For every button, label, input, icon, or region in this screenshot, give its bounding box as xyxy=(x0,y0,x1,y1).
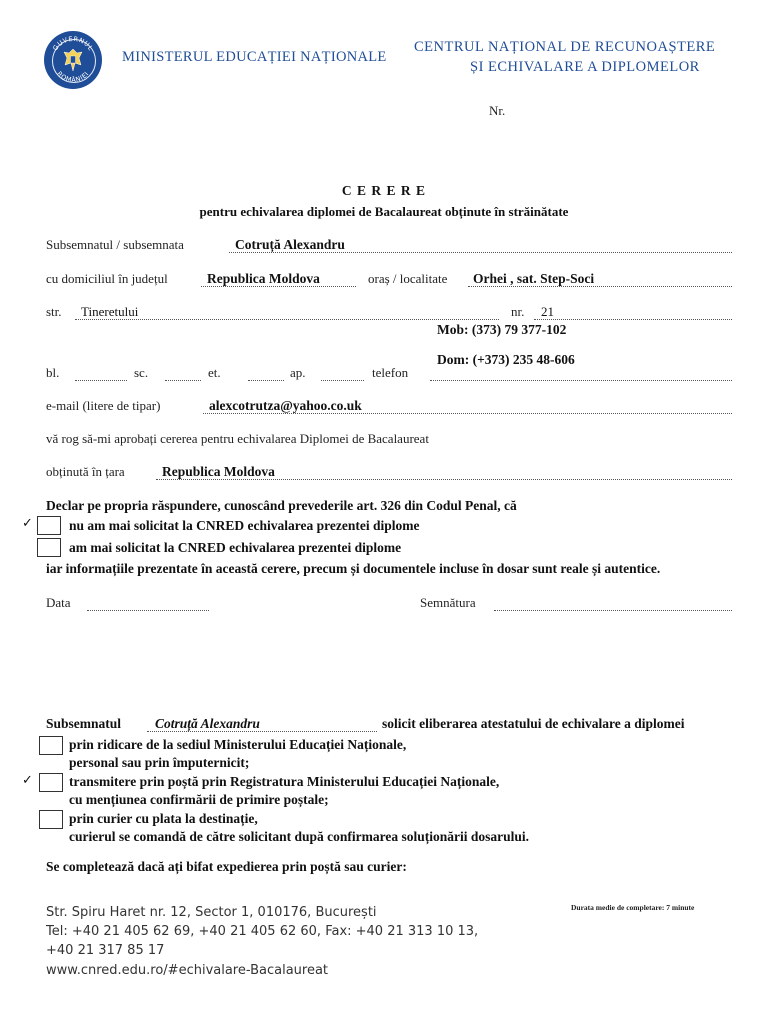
mobile-phone-value: Mob: (373) 79 377-102 xyxy=(437,322,567,337)
atestat-applicant-label: Subsemnatul xyxy=(46,716,122,731)
email-label: e-mail (litere de tipar) xyxy=(46,398,161,413)
applicant-name-value: Cotruță Alexandru xyxy=(235,237,345,252)
atestat-request-text: solicit eliberarea atestatului de echivalare a diplomei xyxy=(382,716,685,731)
house-number-label: nr. xyxy=(511,304,525,319)
home-phone-value: Dom: (+373) 235 48-606 xyxy=(437,352,575,367)
block-label: bl. xyxy=(46,365,60,380)
city-label: oraș / localitate xyxy=(368,271,448,286)
county-value: Republica Moldova xyxy=(207,271,320,286)
country-label: obținută în țara xyxy=(46,464,125,479)
document-subtitle: pentru echivalarea diplomei de Bacalaureat obținute în străinătate xyxy=(199,204,569,219)
city-value: Orhei , sat. Step-Soci xyxy=(473,271,595,286)
seal-text-bottom: ROMÂNIEI xyxy=(55,69,91,85)
applicant-name-label: Subsemnatul / subsemnata xyxy=(46,237,184,252)
declaration-option2-checkbox[interactable] xyxy=(37,538,61,557)
signature-label: Semnătura xyxy=(420,595,476,610)
pickup-option-line2: personal sau prin împuternicit; xyxy=(69,755,250,770)
date-label: Data xyxy=(46,595,71,610)
checkmark-icon: ✓ xyxy=(22,516,33,531)
atestat-applicant-value: Cotruță Alexandru xyxy=(155,716,260,731)
shipping-note: Se completează dacă ați bifat expedierea prin poștă sau curier: xyxy=(46,859,407,874)
post-option-line1: transmitere prin poștă prin Registratura Ministerului Educației Naționale, xyxy=(69,774,500,789)
block-field[interactable] xyxy=(75,380,127,381)
post-option-line2: cu mențiunea confirmării de primire poștale; xyxy=(69,792,329,807)
county-label: cu domiciliul în județul xyxy=(46,271,168,286)
post-option-checkbox[interactable] xyxy=(39,773,63,792)
house-number-value: 21 xyxy=(541,304,554,319)
center-title-line1: CENTRUL NAȚIONAL DE RECUNOAȘTERE xyxy=(414,39,716,55)
seal-text-top: GUVERNUL xyxy=(51,34,95,53)
courier-option-checkbox[interactable] xyxy=(39,810,63,829)
footer-phones-line1: Tel: +40 21 405 62 69, +40 21 405 62 60, Fax: +40 21 313 10 13, xyxy=(46,924,479,939)
document-title: C E R E R E xyxy=(341,183,427,198)
street-field[interactable] xyxy=(75,319,499,320)
seal-emblem-icon xyxy=(44,31,102,89)
center-title-line2: ȘI ECHIVALARE A DIPLOMELOR xyxy=(470,59,700,75)
floor-label: et. xyxy=(208,365,221,380)
registration-number-label: Nr. xyxy=(489,103,506,118)
courier-option-line1: prin curier cu plata la destinație, xyxy=(69,811,258,826)
country-value: Republica Moldova xyxy=(162,464,275,479)
email-value: alexcotrutza@yahoo.co.uk xyxy=(209,398,362,413)
declaration-intro: Declar pe propria răspundere, cunoscând prevederile art. 326 din Codul Penal, că xyxy=(46,498,517,513)
courier-option-line2: curierul se comandă de către solicitant după confirmarea soluționării dosarului. xyxy=(69,829,529,844)
telephone-label: telefon xyxy=(372,365,409,380)
request-text: vă rog să-mi aprobați cererea pentru echivalarea Diplomei de Bacalaureat xyxy=(46,431,429,446)
pickup-option-checkbox[interactable] xyxy=(39,736,63,755)
declaration-option2-label: am mai solicitat la CNRED echivalarea prezentei diplome xyxy=(69,540,402,555)
footer-website-link[interactable]: www.cnred.edu.ro/#echivalare-Bacalaureat xyxy=(46,963,329,978)
street-value: Tineretului xyxy=(81,304,139,319)
declaration-option1-checkbox[interactable] xyxy=(37,516,61,535)
house-number-field[interactable] xyxy=(534,319,732,320)
checkmark-icon: ✓ xyxy=(22,773,33,788)
svg-text:ROMÂNIEI xyxy=(55,70,90,84)
stair-field[interactable] xyxy=(165,380,201,381)
apartment-label: ap. xyxy=(290,365,306,380)
street-label: str. xyxy=(46,304,62,319)
completion-duration-note: Durata medie de completare: 7 minute xyxy=(571,903,695,912)
apartment-field[interactable] xyxy=(321,380,364,381)
declaration-option1-label: nu am mai solicitat la CNRED echivalarea prezentei diplome xyxy=(69,518,420,533)
pickup-option-line1: prin ridicare de la sediul Ministerului Educației Naționale, xyxy=(69,737,407,752)
signature-field[interactable] xyxy=(494,610,732,611)
telephone-field[interactable] xyxy=(430,380,732,381)
footer-address: Str. Spiru Haret nr. 12, Sector 1, 010176, București xyxy=(46,905,377,920)
ministry-name: MINISTERUL EDUCAȚIEI NAȚIONALE xyxy=(122,49,387,65)
date-field[interactable] xyxy=(87,610,209,611)
stair-label: sc. xyxy=(134,365,149,380)
declaration-closing: iar informațiile prezentate în această cerere, precum și documentele incluse în dosar sunt reale și autentice. xyxy=(46,561,661,576)
floor-field[interactable] xyxy=(248,380,284,381)
footer-phones-line2: +40 21 317 85 17 xyxy=(46,943,165,958)
